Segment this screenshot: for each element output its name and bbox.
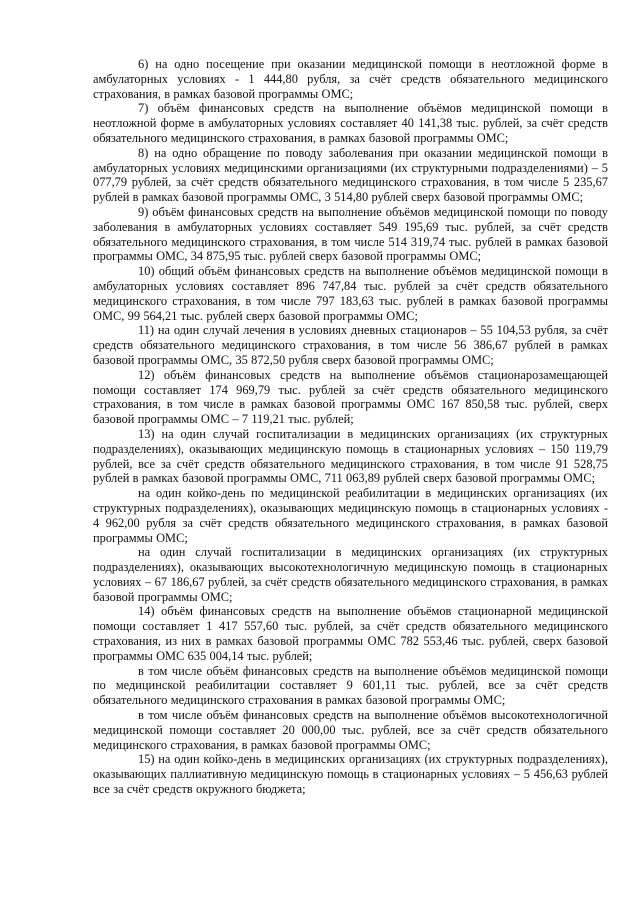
- paragraph-rehab-funding: в том числе объём финансовых средств на выполнение объёмов медицинской помощи по медицинской реабилитации составляет 9 601,11 тыс. рублей, все за счёт средств обязательного медицинского страхования в рамках базовой программы ОМС;: [93, 663, 608, 708]
- paragraph-item-12: 12) объём финансовых средств на выполнение объёмов стационарозамещающей помощи составляет 174 969,79 тыс. рублей за счёт средств обязательного медицинского страхования, в том числе в рамках базовой программы ОМС 167 850,58 тыс. рублей, сверх базовой программы ОМС – 7 119,21 тыс. рублей;: [93, 367, 608, 427]
- paragraph-item-11: 11) на один случай лечения в условиях дневных стационаров – 55 104,53 рубля, за счёт средств обязательного медицинского страхования, в том числе 56 386,67 рублей в рамках базовой программы ОМС, 35 872,50 рубля сверх базовой программы ОМС;: [93, 323, 608, 367]
- paragraph-hightech-hospitalization: на один случай госпитализации в медицинских организациях (их структурных подразделениях), оказывающих высокотехнологичную медицинскую помощь в стационарных условиях – 67 186,67 рублей, за счёт средств обязательного медицинского страхования, в рамках базовой программы ОМС;: [93, 545, 608, 604]
- paragraph-item-7: 7) объём финансовых средств на выполнение объёмов медицинской помощи в неотложной форме в амбулаторных условиях составляет 40 141,38 тыс. рублей, за счёт средств обязательного медицинского страхования, в рамках базовой программы ОМС;: [93, 101, 608, 145]
- paragraph-item-6: 6) на одно посещение при оказании медицинской помощи в неотложной форме в амбулаторных условиях - 1 444,80 рубля, за счёт средств обязательного медицинского страхования, в рамках базовой программы ОМС;: [93, 57, 608, 101]
- paragraph-item-13: 13) на один случай госпитализации в медицинских организациях (их структурных подразделениях), оказывающих медицинскую помощь в стационарных условиях – 150 119,79 рублей, все за счёт средств обязательного медицинского страхования, в том числе 91 528,75 рублей в рамках базовой программы ОМС, 711 063,89 рублей сверх базовой программы ОМС;: [93, 426, 608, 486]
- paragraph-rehab-bed-day: на один койко-день по медицинской реабилитации в медицинских организациях (их структурных подразделениях), оказывающих медицинскую помощь в стационарных условиях - 4 962,00 рубля за счёт средств обязательного медицинского страхования, в рамках базовой программы ОМС;: [93, 486, 608, 545]
- paragraph-item-15: 15) на один койко-день в медицинских организациях (их структурных подразделениях), оказывающих паллиативную медицинскую помощь в стационарных условиях – 5 456,63 рублей все за счёт средств окружного бюджета;: [93, 752, 608, 797]
- paragraph-item-9: 9) объём финансовых средств на выполнение объёмов медицинской помощи по поводу заболевания в амбулаторных условиях составляет 549 195,69 тыс. рублей, за счёт средств обязательного медицинского страхования, в том числе 514 319,74 тыс. рублей в рамках базовой программы ОМС, 34 875,95 тыс. рублей сверх базовой программы ОМС;: [93, 204, 608, 264]
- paragraph-item-14: 14) объём финансовых средств на выполнение объёмов стационарной медицинской помощи составляет 1 417 557,60 тыс. рублей, за счёт средств обязательного медицинского страхования, из них в рамках базовой программы ОМС 782 553,46 тыс. рублей, сверх базовой программы ОМС 635 004,14 тыс. рублей;: [93, 604, 608, 663]
- paragraph-item-8: 8) на одно обращение по поводу заболевания при оказании медицинской помощи в амбулаторных условиях медицинскими организациями (их структурными подразделениями) – 5 077,79 рублей, за счёт средств обязательного медицинского страхования, в том числе 5 235,67 рублей в рамках базовой программы ОМС, 3 514,80 рублей сверх базовой программы ОМС;: [93, 145, 608, 205]
- paragraph-item-10: 10) общий объём финансовых средств на выполнение объёмов медицинской помощи в амбулаторных условиях составляет 896 747,84 тыс. рублей за счёт средств обязательного медицинского страхования, в том числе 797 183,63 тыс. рублей в рамках базовой программы ОМС, 99 564,21 тыс. рублей сверх базовой программы ОМС;: [93, 264, 608, 323]
- paragraph-hightech-funding: в том числе объём финансовых средств на выполнение объёмов высокотехнологичной медицинской помощи составляет 20 000,00 тыс. рублей, все за счёт средств обязательного медицинского страхования, в рамках базовой программы ОМС;: [93, 708, 608, 752]
